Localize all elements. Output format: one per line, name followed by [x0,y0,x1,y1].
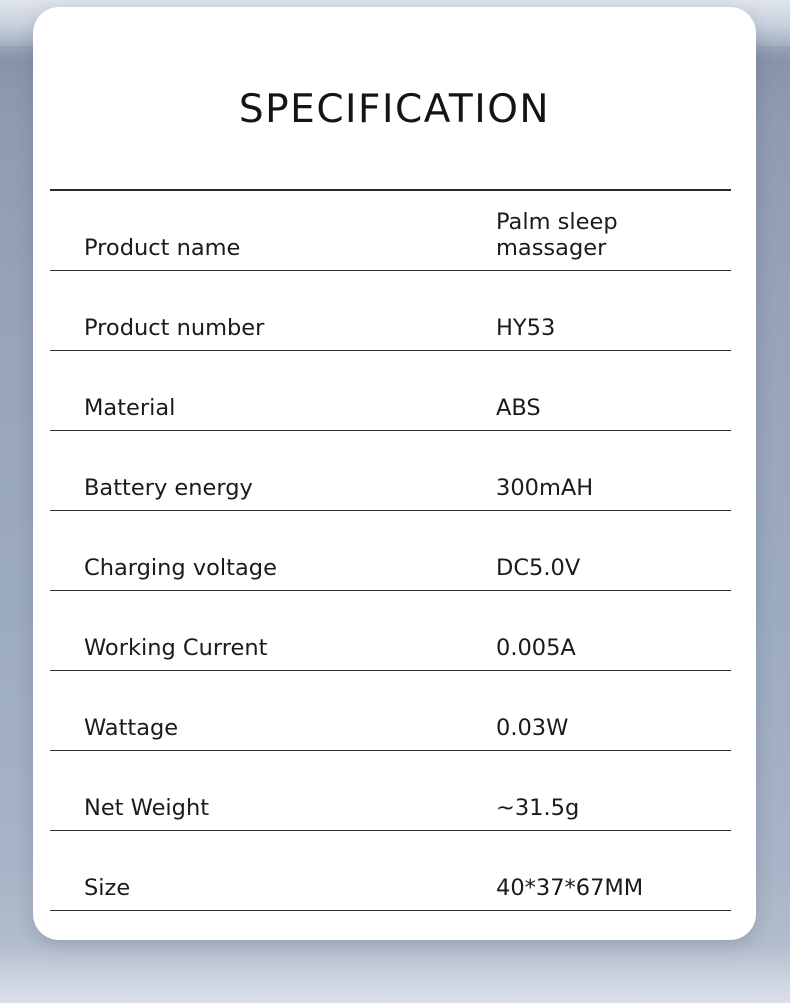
row-label: Size [50,831,496,911]
table-row [50,351,731,431]
row-value: Palm sleep massager [496,190,731,271]
table-row [50,831,731,911]
row-value: ABS [496,351,731,431]
table-row [50,751,731,831]
page-title: SPECIFICATION [238,87,551,132]
specification-table [50,189,731,911]
row-label: Charging voltage [50,511,496,591]
row-label: Net Weight [50,751,496,831]
row-label: Product number [50,271,496,351]
row-value: 300mAH [496,431,731,511]
row-label: Wattage [50,671,496,751]
row-label: Material [50,351,496,431]
row-value: HY53 [496,271,731,351]
row-label: Working Current [50,591,496,671]
row-value: DC5.0V [496,511,731,591]
table-row [50,190,731,271]
row-value: 40*37*67MM [496,831,731,911]
row-value: ~31.5g [496,751,731,831]
row-value: 0.005A [496,591,731,671]
table-row [50,511,731,591]
row-label: Battery energy [50,431,496,511]
table-row [50,431,731,511]
specification-card [33,7,756,940]
row-label: Product name [50,190,496,271]
table-row [50,591,731,671]
table-row [50,671,731,751]
table-row [50,271,731,351]
row-value: 0.03W [496,671,731,751]
